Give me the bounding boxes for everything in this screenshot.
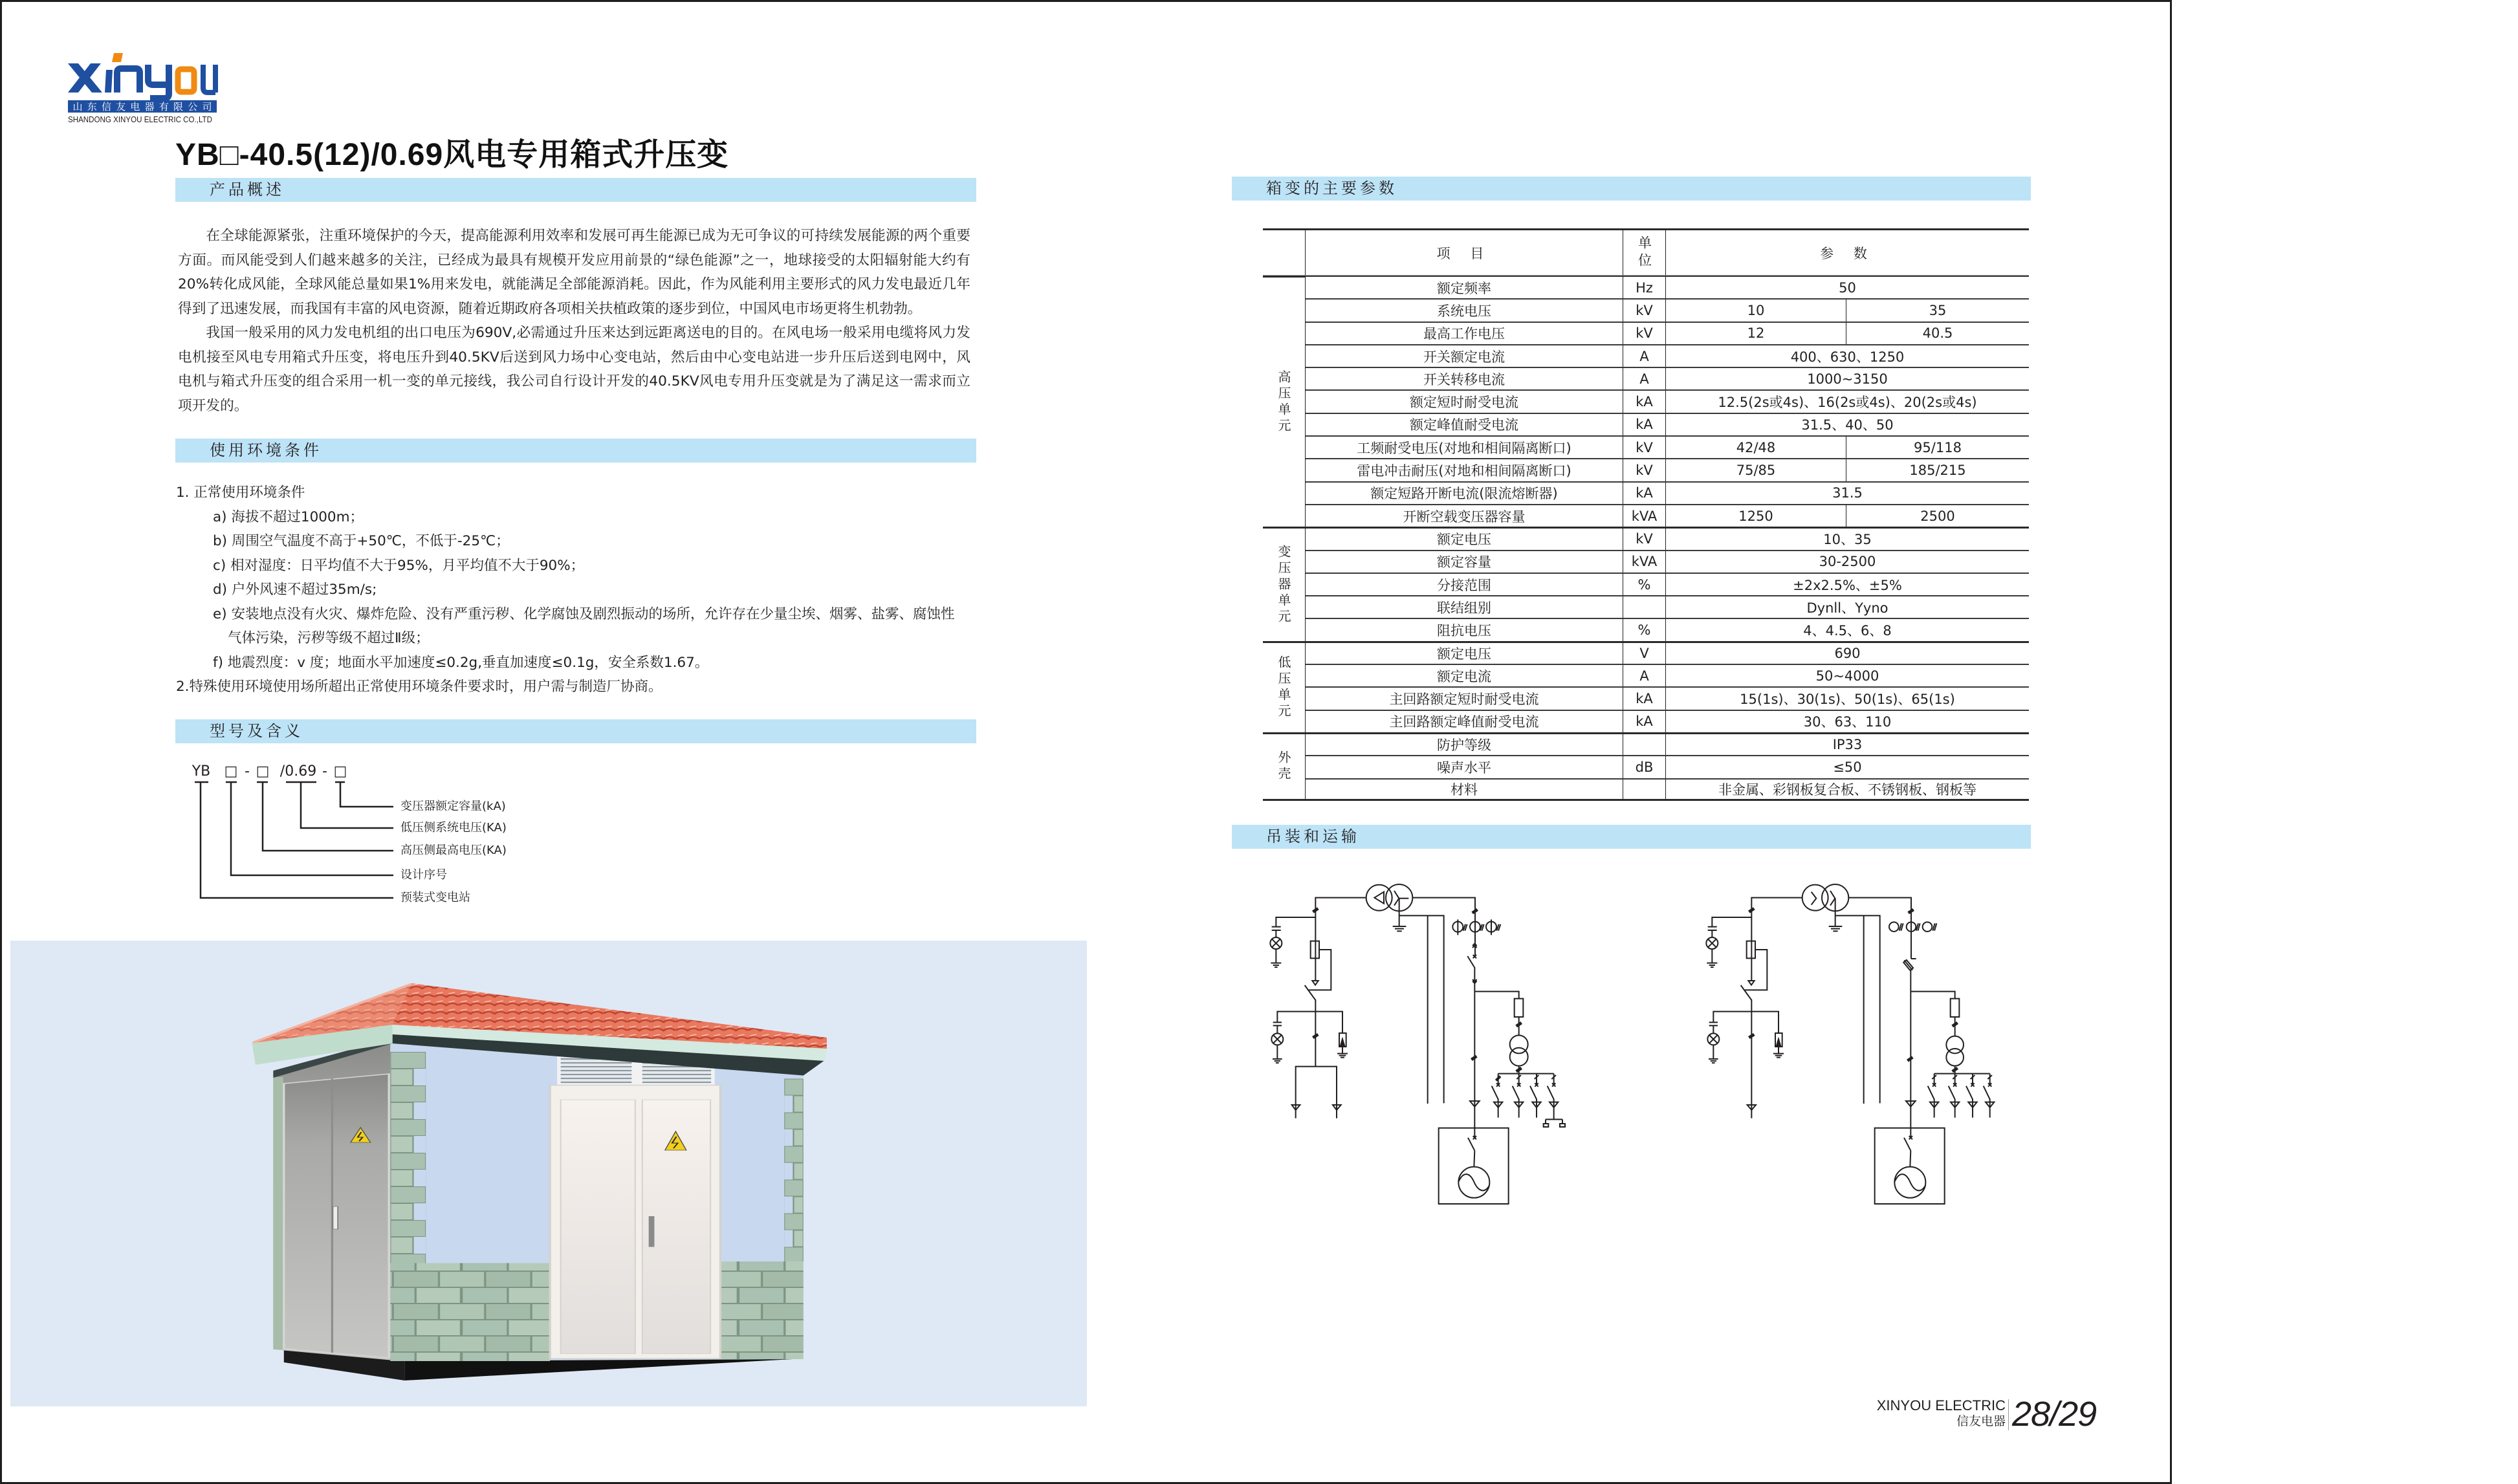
generator-symbol <box>1875 1128 1945 1204</box>
group-label: 低压单元 <box>1263 641 1306 732</box>
param-value-35kv: 2500 <box>1846 504 2029 527</box>
param-value: 4、4.5、6、8 <box>1666 618 2029 640</box>
footer-divider <box>2008 1399 2009 1430</box>
param-item: 额定电压 <box>1306 641 1623 664</box>
param-item: 联结组别 <box>1306 595 1623 618</box>
param-item: 防护等级 <box>1306 732 1623 755</box>
param-item: 最高工作电压 <box>1306 322 1623 344</box>
neutral-ground <box>1829 899 1880 1104</box>
model-code-dash: - <box>322 763 327 780</box>
param-unit: V <box>1623 641 1666 664</box>
section-band-transport <box>1232 825 2031 849</box>
param-value: 10、35 <box>1666 527 2029 549</box>
param-unit: kA <box>1623 686 1666 709</box>
model-code-lv: /0.69 <box>279 763 317 780</box>
param-item: 分接范围 <box>1306 573 1623 595</box>
lv-feeder <box>1412 898 1565 1137</box>
param-item: 额定电压 <box>1306 527 1623 549</box>
main-transformer-symbol <box>1802 884 1849 911</box>
param-value: 非金属、彩钢板复合板、不锈钢板、钢板等 <box>1666 778 2029 801</box>
param-value-35kv: 185/215 <box>1846 458 2029 481</box>
param-item: 工频耐受电压(对地和相间隔离断口) <box>1306 435 1623 458</box>
env-condition-item: d) 户外风速不超过35m/s; <box>213 582 377 598</box>
param-value-35kv: 95/118 <box>1846 435 2029 458</box>
env-condition-item: e) 安装地点没有火灾、爆炸危险、没有严重污秽、化学腐蚀及剧烈振动的场所，允许存在少量尘埃、烟雾、盐雾、腐蚀性气体污染，污秽等级不超过Ⅱ级； <box>213 606 955 646</box>
parameters-table <box>1263 228 2029 801</box>
group-label: 高压单元 <box>1263 276 1306 527</box>
param-value-10kv: 75/85 <box>1666 458 1846 481</box>
product-photo <box>10 941 1087 1406</box>
env-condition-item: f) 地震烈度：v 度；地面水平加速度≤0.2g,垂直加速度≤0.1g，安全系数1.67。 <box>213 654 709 671</box>
param-unit <box>1623 595 1666 618</box>
param-value: IP33 <box>1666 732 2029 755</box>
param-item: 材料 <box>1306 778 1623 801</box>
model-code-box: □ <box>333 763 347 780</box>
param-value: ≤50 <box>1666 755 2029 778</box>
param-value: 690 <box>1666 641 2029 664</box>
param-value-10kv: 10 <box>1666 298 1846 321</box>
model-code-box: □ <box>256 763 270 780</box>
param-item: 额定峰值耐受电流 <box>1306 413 1623 435</box>
model-code-prefix: YB <box>192 763 211 780</box>
param-item: 开断空载变压器容量 <box>1306 504 1623 527</box>
param-unit: % <box>1623 618 1666 640</box>
generator-symbol <box>1439 1128 1509 1204</box>
table-header-item: 项 目 <box>1306 228 1623 276</box>
env-condition-item: a) 海拔不超过1000m； <box>213 508 364 525</box>
param-item: 系统电压 <box>1306 298 1623 321</box>
logo-cn-name: 山东信友电器有限公司 <box>72 101 212 113</box>
param-value: 12.5(2s或4s)、16(2s或4s)、20(2s或4s) <box>1666 389 2029 412</box>
model-meaning: 设计序号 <box>400 868 447 882</box>
logo-en-name: SHANDONG XINYOU ELECTRIC CO.,LTD <box>68 115 212 124</box>
overview-paragraph: 我国一般采用的风力发电机组的出口电压为690V,必需通过升压来达到远距离送电的目的。在风电场一般采用电缆将风力发电机接至风电专用箱式升压变，将电压升到40.5KV后送到风力场中心变电站，然后由中心变电站进一步升压后送到电网中，风电机与箱式升压变的组合采用一机一变的单元接线，我公司自行设计开发的40.5KV风电专用升压变就是为了满足这一需求而立项开发的。 <box>178 325 970 414</box>
param-unit: kV <box>1623 458 1666 481</box>
param-unit: A <box>1623 664 1666 686</box>
param-item: 额定短路开断电流(限流熔断器) <box>1306 481 1623 504</box>
table-header-value: 参 数 <box>1666 228 2029 276</box>
param-unit: kVA <box>1623 550 1666 573</box>
footer-brand-en: XINYOU ELECTRIC <box>1876 1397 2006 1413</box>
model-meaning: 高压侧最高电压(KA) <box>400 844 507 857</box>
company-logo <box>61 49 223 127</box>
section-band-overview <box>175 178 976 202</box>
param-unit: % <box>1623 573 1666 595</box>
param-item: 雷电冲击耐压(对地和相间隔离断口) <box>1306 458 1623 481</box>
model-code-box: □ <box>224 763 238 780</box>
side-cabinet <box>273 1042 390 1360</box>
param-unit <box>1623 732 1666 755</box>
section-band-model <box>175 719 976 743</box>
param-value: ±2x2.5%、±5% <box>1666 573 2029 595</box>
param-unit: A <box>1623 344 1666 367</box>
param-unit: kV <box>1623 435 1666 458</box>
param-unit: kV <box>1623 527 1666 549</box>
param-item: 阻抗电压 <box>1306 618 1623 640</box>
section-band-environment <box>175 439 976 463</box>
env-normal-title: 1. 正常使用环境条件 <box>176 485 305 501</box>
param-value: 30-2500 <box>1666 550 2029 573</box>
param-item: 噪声水平 <box>1306 755 1623 778</box>
model-meaning: 预装式变电站 <box>400 891 470 904</box>
model-code-dash: - <box>245 763 250 780</box>
table-header-group <box>1263 228 1306 276</box>
param-value: Dynll、Yyno <box>1666 595 2029 618</box>
lv-feeder <box>1848 898 1994 1137</box>
section-heading: 吊装和运输 <box>1266 827 1360 846</box>
section-heading: 型号及含义 <box>210 722 303 740</box>
wiring-diagram-right <box>1691 877 2015 1219</box>
section-band-params <box>1232 177 2031 201</box>
param-unit: kA <box>1623 481 1666 504</box>
section-heading: 产品概述 <box>210 180 285 199</box>
param-item: 额定电流 <box>1306 664 1623 686</box>
section-heading: 箱变的主要参数 <box>1266 179 1397 197</box>
param-unit: kVA <box>1623 504 1666 527</box>
main-transformer-symbol <box>1366 884 1413 911</box>
param-item: 开关额定电流 <box>1306 344 1623 367</box>
param-value-35kv: 35 <box>1846 298 2029 321</box>
param-unit: dB <box>1623 755 1666 778</box>
param-unit: kA <box>1623 710 1666 732</box>
param-value: 31.5、40、50 <box>1666 413 2029 435</box>
param-value: 1000~3150 <box>1666 367 2029 389</box>
param-value: 400、630、1250 <box>1666 344 2029 367</box>
param-unit: kV <box>1623 322 1666 344</box>
param-unit: kA <box>1623 389 1666 412</box>
hv-feeder <box>1706 898 1802 1118</box>
param-item: 额定频率 <box>1306 276 1623 298</box>
param-value-35kv: 40.5 <box>1846 322 2029 344</box>
param-value: 50~4000 <box>1666 664 2029 686</box>
model-meaning: 变压器额定容量(kA) <box>400 800 506 813</box>
param-value-10kv: 1250 <box>1666 504 1846 527</box>
param-unit: Hz <box>1623 276 1666 298</box>
model-meaning: 低压侧系统电压(KA) <box>400 821 507 835</box>
footer-brand-cn: 信友电器 <box>1956 1414 2006 1428</box>
group-label: 变压器单元 <box>1263 527 1306 640</box>
param-item: 主回路额定峰值耐受电流 <box>1306 710 1623 732</box>
param-unit: A <box>1623 367 1666 389</box>
param-unit: kA <box>1623 413 1666 435</box>
wiring-diagram-left <box>1255 877 1579 1219</box>
substation-illustration <box>10 941 1087 1406</box>
table-header-unit: 单位 <box>1623 228 1666 276</box>
param-item: 开关转移电流 <box>1306 367 1623 389</box>
param-value: 31.5 <box>1666 481 2029 504</box>
env-condition-item: c) 相对湿度：日平均值不大于95%，月平均值不大于90%； <box>213 557 585 574</box>
param-value-10kv: 42/48 <box>1666 435 1846 458</box>
model-code-leader-lines <box>188 776 401 906</box>
center-door <box>550 1086 720 1359</box>
param-value: 15(1s)、30(1s)、50(1s)、65(1s) <box>1666 686 2029 709</box>
param-value: 30、63、110 <box>1666 710 2029 732</box>
param-item: 额定容量 <box>1306 550 1623 573</box>
hv-feeder <box>1270 898 1366 1118</box>
param-item: 主回路额定短时耐受电流 <box>1306 686 1623 709</box>
env-condition-item: b) 周围空气温度不高于+50℃，不低于-25℃； <box>213 533 510 549</box>
param-value-10kv: 12 <box>1666 322 1846 344</box>
param-unit: kV <box>1623 298 1666 321</box>
overview-paragraph: 在全球能源紧张，注重环境保护的今天，提高能源利用效率和发展可再生能源已成为无可争议的可持续发展能源的两个重要方面。而风能受到人们越来越多的关注，已经成为最具有规模开发应用前景的“绿色能源”之一，地球接受的太阳辐射能大约有20%转化成风能，全球风能总量如果1%用来发电，就能满足全部能源消耗。因此，作为风能利用主要形式的风力发电最近几年得到了迅速发展，而我国有丰富的风电资源，随着近期政府各项相关扶植政策的逐步到位，中国风电市场更将生机勃勃。 <box>178 228 970 317</box>
logo-wordmark <box>68 53 215 98</box>
page-number: 28/29 <box>2012 1395 2097 1434</box>
param-item: 额定短时耐受电流 <box>1306 389 1623 412</box>
group-label: 外壳 <box>1263 732 1306 801</box>
env-special-note: 2.特殊使用环境使用场所超出正常使用环境条件要求时，用户需与制造厂协商。 <box>176 679 662 695</box>
environment-list <box>176 481 978 699</box>
param-unit <box>1623 778 1666 801</box>
overview-text <box>178 224 970 418</box>
param-value: 50 <box>1666 276 2029 298</box>
door-handle <box>649 1216 655 1247</box>
door-handle <box>333 1206 338 1229</box>
page-title: YB□-40.5(12)/0.69风电专用箱式升压变 <box>175 138 729 172</box>
neutral-ground <box>1393 899 1444 1104</box>
section-heading: 使用环境条件 <box>210 441 322 459</box>
